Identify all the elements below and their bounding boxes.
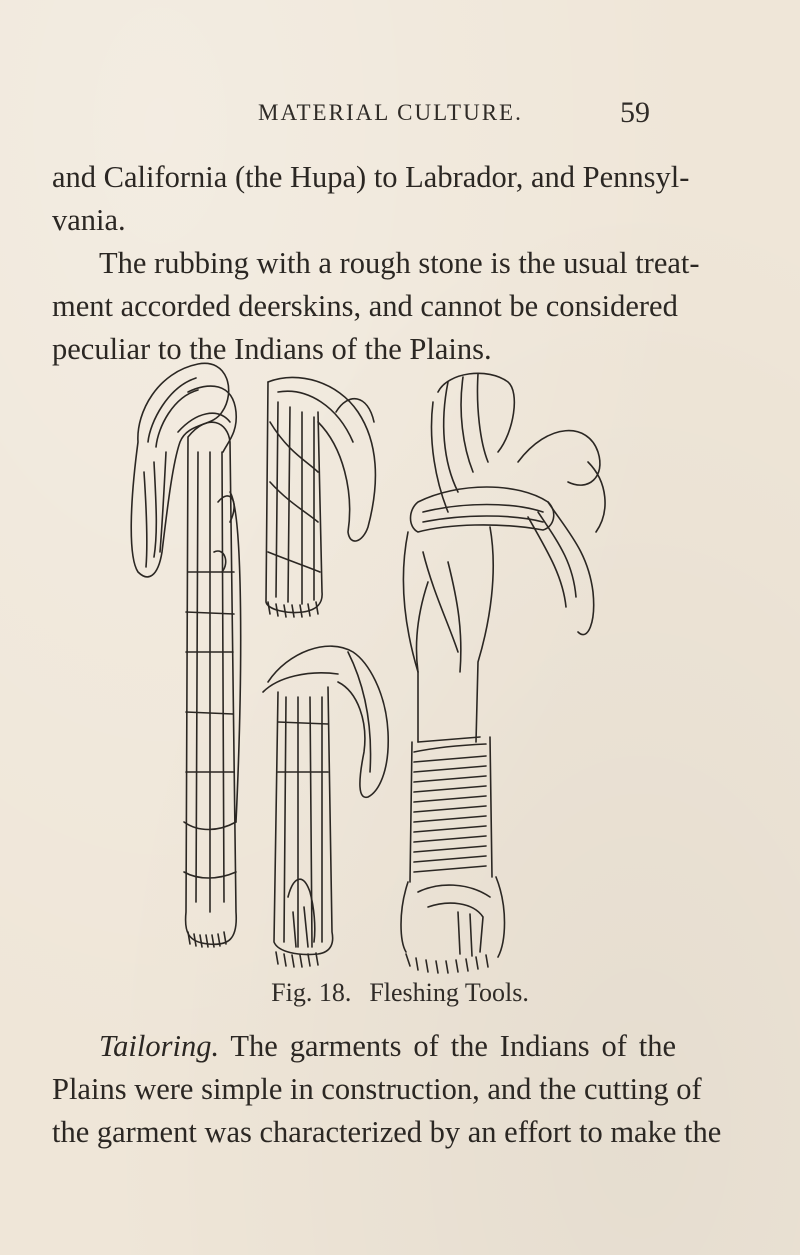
text-line: the garment was characterized by an effort to make the: [52, 1115, 722, 1149]
text-line: Plains were simple in construction, and the cutting of: [52, 1072, 702, 1106]
text-line: [52, 1025, 676, 1068]
figure-label: Fig. 18.: [271, 978, 352, 1007]
paragraph-tailoring: [52, 1025, 722, 1154]
text-line: peculiar to the Indians of the Plains.: [52, 332, 492, 366]
tool-4-drawing: [401, 373, 605, 973]
page-number: 59: [620, 96, 650, 129]
text-line: and California (the Hupa) to Labrador, and Pennsyl-: [52, 160, 690, 194]
text-line: The rubbing with a rough stone is the usual treat-: [99, 246, 700, 280]
fleshing-tools-illustration: [118, 352, 648, 980]
figure-title: Fleshing Tools.: [369, 978, 529, 1007]
text-line: ment accorded deerskins, and cannot be considered: [52, 289, 678, 323]
tool-2-drawing: [266, 377, 375, 617]
text-line: vania.: [52, 203, 126, 237]
figure-caption: [0, 978, 800, 1008]
paragraph-intro: [52, 156, 700, 371]
tool-3-drawing: [263, 646, 388, 967]
text-fragment: The garments of the Indians of the: [230, 1029, 676, 1063]
running-head-title: MATERIAL CULTURE.: [258, 100, 523, 125]
section-lead-italic: Tailoring.: [99, 1029, 220, 1063]
tool-1-drawing: [131, 363, 240, 947]
